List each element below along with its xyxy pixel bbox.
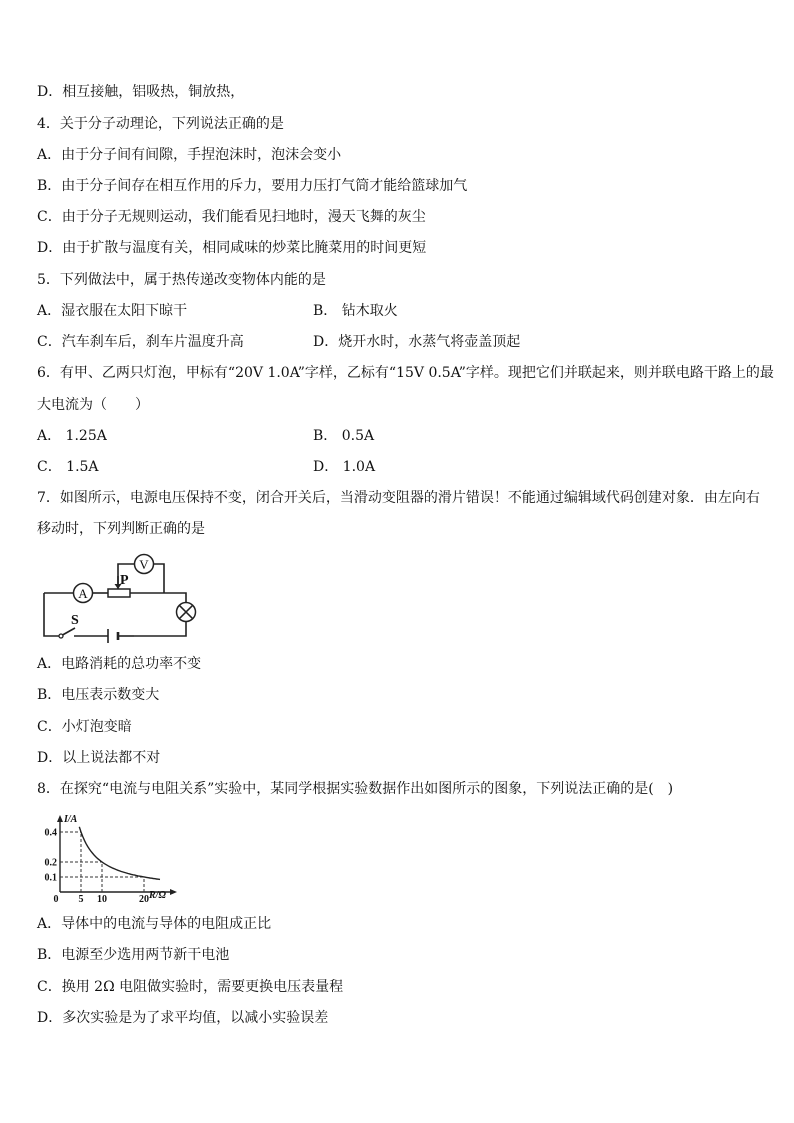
- q6-option-a: A． 1.25A: [37, 428, 107, 444]
- q3-option-d: D．相互接触，铝吸热，铜放热，: [37, 84, 245, 100]
- rheostat-symbol: [108, 589, 130, 597]
- q6-option-d: D． 1.0A: [313, 459, 376, 475]
- q7-stem-line2: 移动时，下列判断正确的是: [37, 521, 205, 537]
- switch-label: S: [71, 613, 79, 628]
- y-tick-label: 0.4: [44, 827, 57, 839]
- current-resistance-chart: [38, 812, 178, 905]
- circuit-wire-left-top: [44, 593, 60, 636]
- y-axis-label: I/A: [64, 814, 78, 825]
- x-tick-label: 0: [53, 894, 59, 905]
- q7-option-d: D．以上说法都不对: [37, 750, 161, 766]
- q8-option-c: C．换用 2Ω 电阻做实验时，需要更换电压表量程: [37, 979, 344, 995]
- q8-option-a: A．导体中的电流与导体的电阻成正比: [37, 916, 272, 932]
- q6-stem-line1: 6．有甲、乙两只灯泡，甲标有“20V 1.0A”字样，乙标有“15V 0.5A”字样。现把它们并联起来，则并联电路干路上的最: [37, 365, 774, 381]
- q5-option-c: C．汽车刹车后，刹车片温度升高: [37, 334, 244, 350]
- q7-stem-line1: 7．如图所示，电源电压保持不变，闭合开关后，当滑动变阻器的滑片错误！不能通过编辑域代码创建对象．由左向右: [37, 490, 760, 506]
- circuit-wire-rheostat-to-lamp: [130, 593, 186, 602]
- q5-stem: 5．下列做法中，属于热传递改变物体内能的是: [37, 272, 326, 288]
- current-curve: [79, 827, 160, 880]
- q5-option-d: D．烧开水时，水蒸气将壶盖顶起: [313, 334, 521, 350]
- q5-option-b: B． 钻木取火: [313, 303, 398, 319]
- q5-option-a: A．湿衣服在太阳下晾干: [37, 303, 188, 319]
- circuit-wire-lamp-to-bottom: [134, 622, 186, 636]
- x-axis-arrow: [170, 889, 177, 895]
- q6-stem-line2: 大电流为（ ）: [37, 397, 149, 413]
- q7-option-a: A．电路消耗的总功率不变: [37, 656, 202, 672]
- q7-option-c: C．小灯泡变暗: [37, 719, 132, 735]
- voltmeter-label: V: [139, 557, 149, 572]
- q6-option-b: B． 0.5A: [313, 428, 375, 444]
- q8-stem: 8．在探究“电流与电阻关系”实验中，某同学根据实验数据作出如图所示的图象，下列说法正确的是( ): [37, 781, 674, 797]
- x-axis-label: R/Ω: [149, 890, 166, 901]
- y-tick-label: 0.1: [44, 872, 57, 884]
- x-tick-label: 5: [78, 894, 84, 905]
- q8-option-b: B．电源至少选用两节新干电池: [37, 947, 230, 963]
- q8-option-d: D．多次实验是为了求平均值，以减小实验误差: [37, 1010, 329, 1026]
- q4-stem: 4．关于分子动理论，下列说法正确的是: [37, 116, 284, 132]
- q4-option-c: C．由于分子无规则运动，我们能看见扫地时，漫天飞舞的灰尘: [37, 209, 426, 225]
- ammeter-label: A: [78, 586, 88, 601]
- q7-option-b: B．电压表示数变大: [37, 687, 160, 703]
- q4-option-a: A．由于分子间有间隙，手捏泡沫时，泡沫会变小: [37, 147, 342, 163]
- switch-blade: [63, 628, 76, 635]
- x-tick-label: 10: [97, 894, 107, 905]
- q6-option-c: C． 1.5A: [37, 459, 99, 475]
- circuit-diagram: [38, 550, 203, 642]
- x-tick-label: 20: [139, 894, 149, 905]
- slider-label: P: [120, 573, 129, 588]
- y-tick-label: 0.2: [44, 857, 57, 869]
- q4-option-d: D．由于扩散与温度有关，相同咸味的炒菜比腌菜用的时间更短: [37, 240, 427, 256]
- q4-option-b: B．由于分子间存在相互作用的斥力，要用力压打气筒才能给篮球加气: [37, 178, 468, 194]
- y-axis-arrow: [57, 815, 63, 822]
